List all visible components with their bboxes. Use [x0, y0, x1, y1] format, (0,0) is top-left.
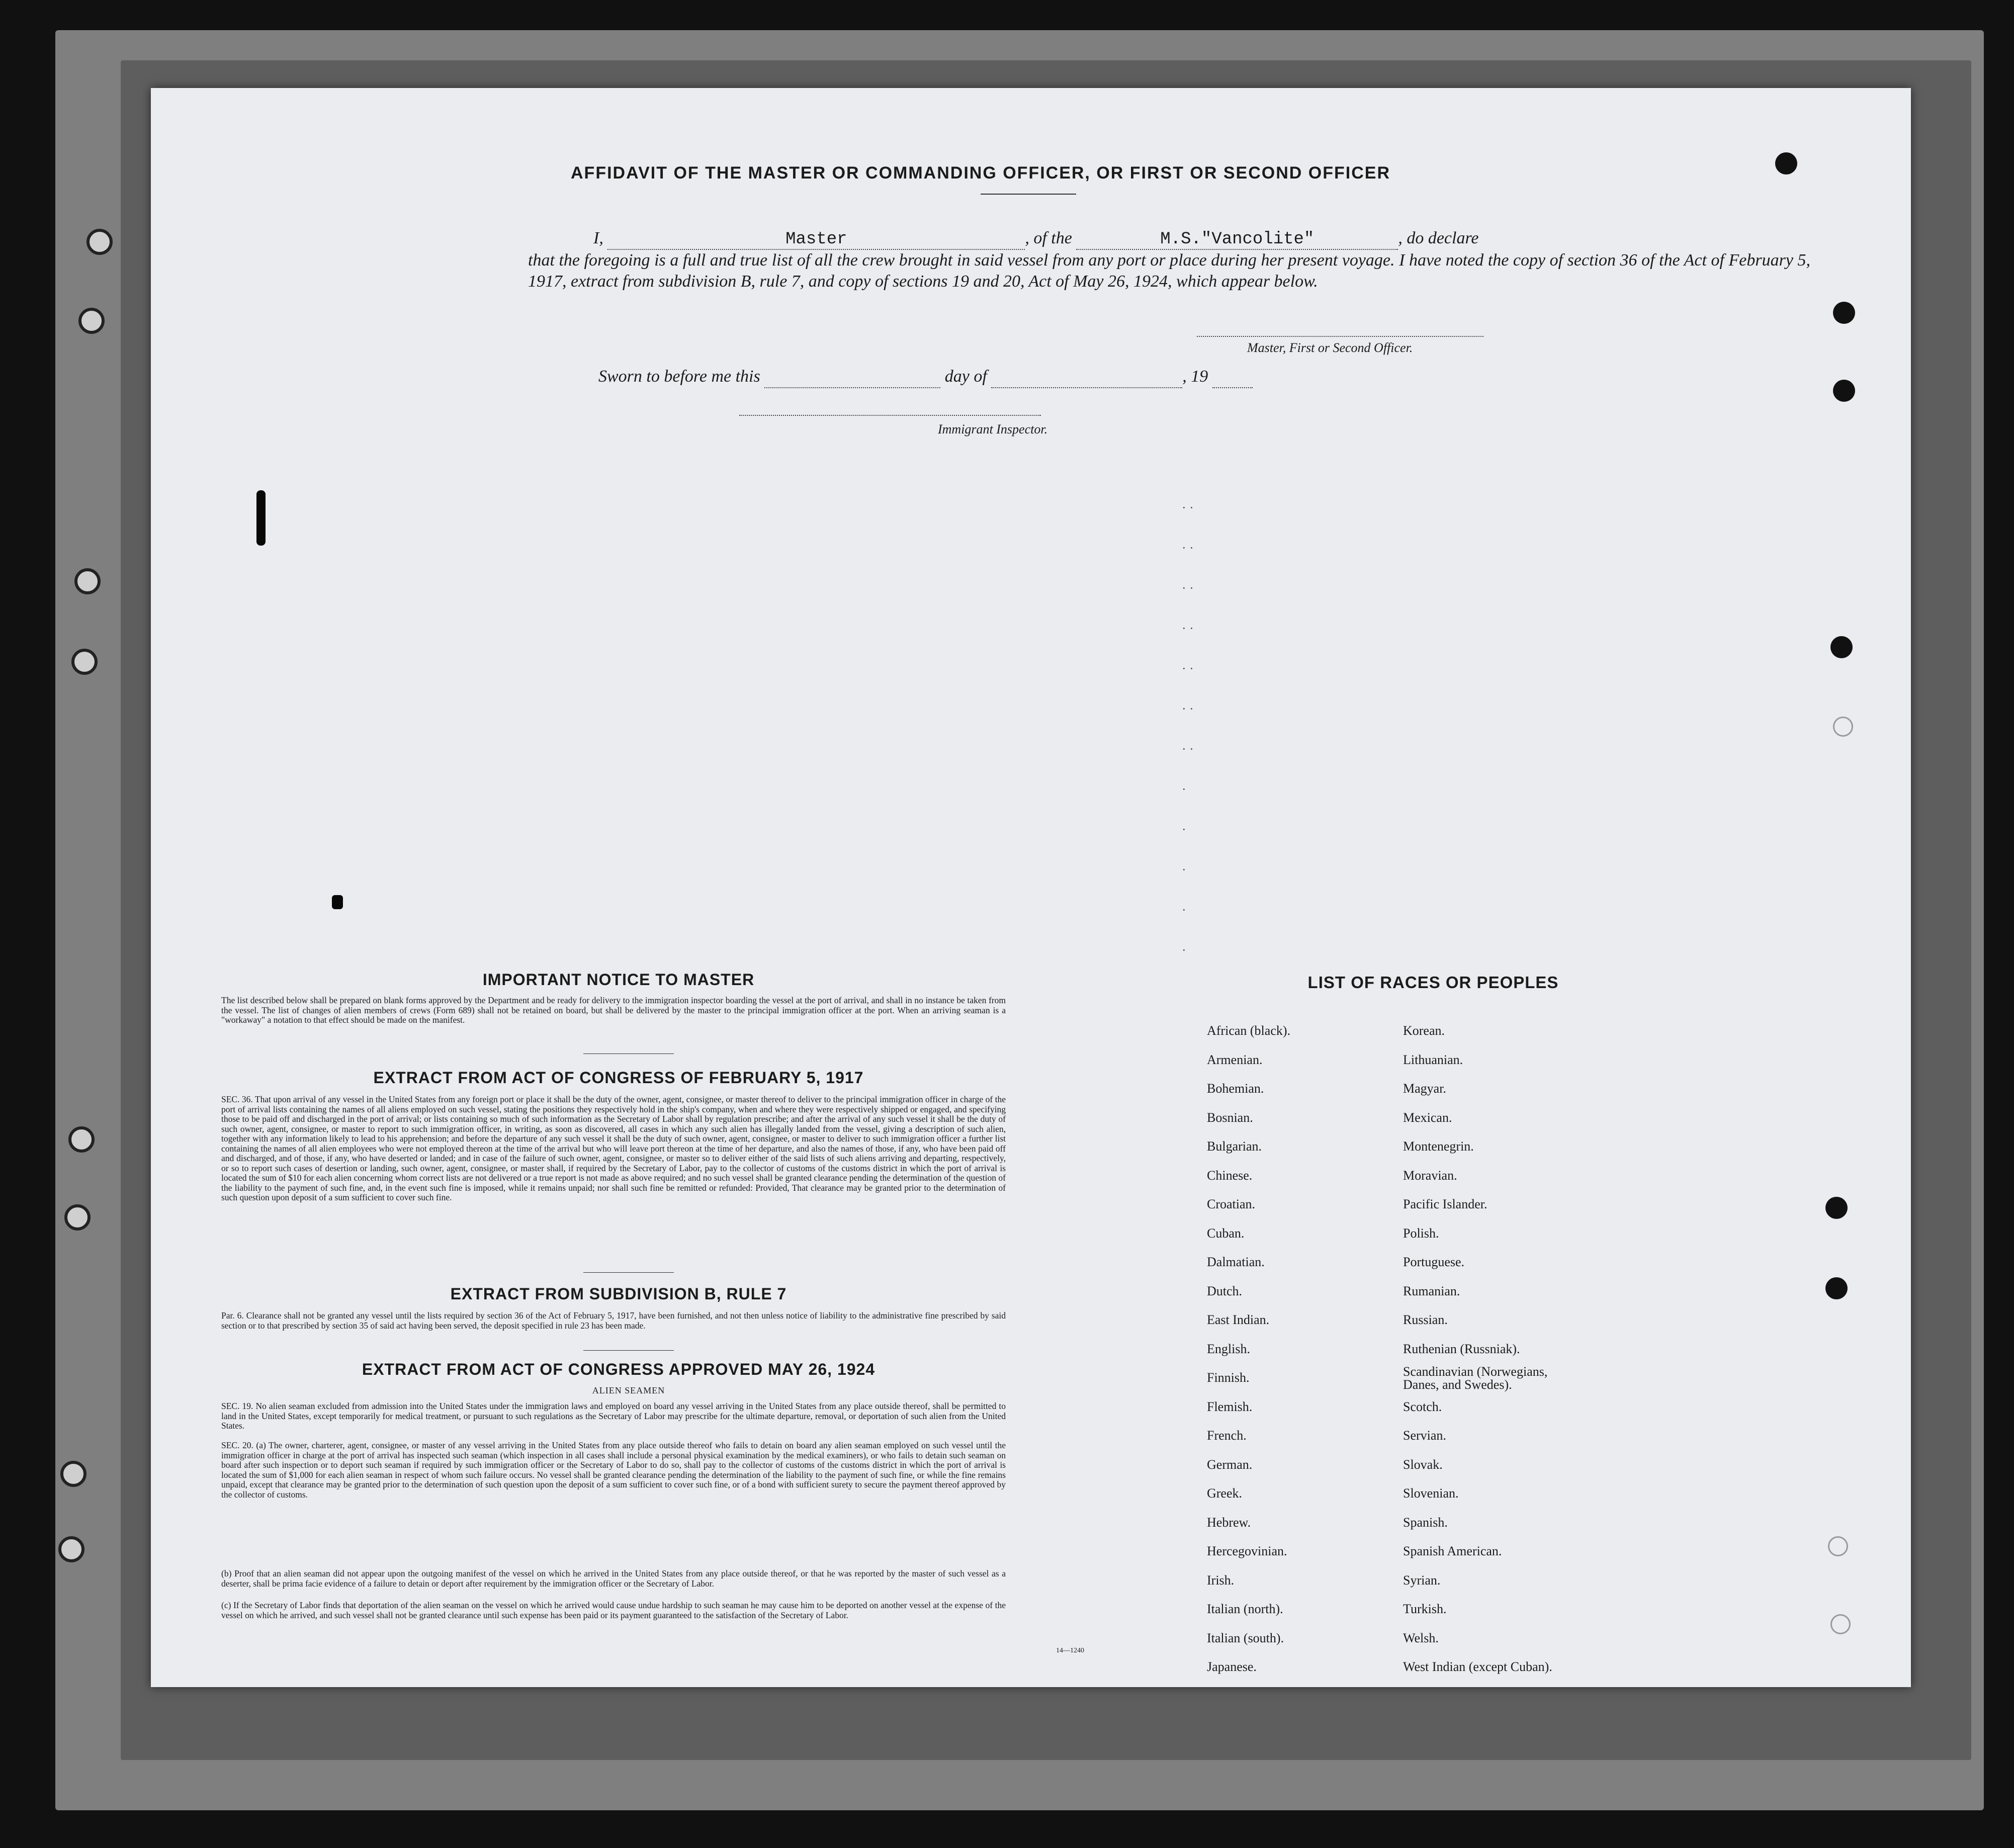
race-item: Irish.	[1207, 1572, 1235, 1588]
sworn-year-field	[1212, 368, 1253, 388]
race-item: Hebrew.	[1207, 1515, 1251, 1530]
sworn-day-of: day of	[944, 367, 987, 386]
race-item: Montenegrin.	[1403, 1139, 1474, 1154]
section-rule	[583, 1350, 674, 1351]
affidavit-body: that the foregoing is a full and true list of all the crew brought in said vessel from any port or place during her present voyage. I have noted the copy of section 36 of the Act of February 5, 1917, extract from subdivision B, rule 7, and copy of sections 19 and 20, Act of May 26, 1924, which appear below.	[528, 251, 1810, 291]
race-item: Italian (south).	[1207, 1630, 1284, 1645]
punch-hole	[1833, 302, 1855, 324]
binder-hole	[74, 568, 101, 594]
inspector-signature-line	[739, 415, 1041, 416]
rule7-title: EXTRACT FROM SUBDIVISION B, RULE 7	[450, 1285, 787, 1303]
notice-title: IMPORTANT NOTICE TO MASTER	[482, 971, 755, 989]
title-rule	[981, 194, 1076, 195]
race-item: Slovenian.	[1403, 1486, 1459, 1501]
race-item: Bulgarian.	[1207, 1139, 1262, 1154]
race-item: German.	[1207, 1457, 1253, 1472]
race-item: Japanese.	[1207, 1659, 1257, 1674]
rule7-body: Par. 6. Clearance shall not be granted any vessel until the lists required by section 36 of the Act of February 5, 1917, have been furnished, and not then unless notice of liability to the administrative fine prescribed by said section or to that prescribed by section 35 of said act having been served, the deposit specified in rule 23 has been made.	[221, 1310, 1006, 1331]
section-rule	[583, 1053, 674, 1054]
extract-1917-title: EXTRACT FROM ACT OF CONGRESS OF FEBRUARY 5, 1917	[373, 1069, 864, 1087]
ink-blot	[256, 490, 266, 546]
section-rule	[583, 1272, 674, 1273]
race-item: Dalmatian.	[1207, 1255, 1265, 1269]
binder-hole	[58, 1536, 84, 1562]
master-signature-line	[1197, 336, 1483, 337]
race-item: Russian.	[1403, 1312, 1448, 1327]
inspector-signature-label: Immigrant Inspector.	[938, 422, 1048, 436]
manifest-page: AFFIDAVIT OF THE MASTER OR COMMANDING OFFICER, OR FIRST OR SECOND OFFICER I, Master , of the M.S."Vancolite" , do declare that the foregoing is a full and true list of all the crew brought in said vessel from any port or place during her present voyage. I have noted the copy of section 36 of the Act of February 5, 1917, extract from subdivision B, rule 7, and copy of sections 19 and 20, Act of May 26, 1924, which appear below. Master, First or Second Officer. Sworn to before me this day of , 19 Immigrant Inspector. · · · · · · · · · · · · · · · · · · · IMPORTANT NOTICE TO MASTER The list described below shall be prepared on blank forms approved by the Department and be ready for delivery to the immigration inspector boarding the vessel at the port of arrival, and shall in no instance be taken from the vessel. The list of changes of alien members of crews (Form 689) shall not be retained on board, but shall be delivered by the master to the principal immigration officer at the port. When an arriving seaman is a "workaway" a notation to that effect should be made on the manifest. EXTRACT FROM ACT OF CONGRESS OF FEBRUARY 5, 1917 SEC. 36. That upon arrival of any vessel in the United States from any foreign port or place it shall be the duty of the owner, agent, consignee, or master thereof to deliver to the principal immigration officer in charge of the port of arrival lists containing the names of all aliens employed on such vessel, stating the positions they respectively hold in the ship's company, when and where they were respectively shipped or engaged, and specifying those to be paid off and discharged in the port of arrival; or lists containing so much of such information as the Secretary of Labor shall by regulation prescribe; and after the arrival of any such vessel it shall be the duty of such owner, agent, consignee, or master to report to such immigration officer, in writing, as soon as discovered, all cases in which any such alien has illegally landed from the vessel, giving a description of such alien, together with any information likely to lead to his apprehension; and before the departure of any such vessel it shall be the duty of such owner, agent, consignee, or master to deliver to such immigration officer a further list containing the names of all alien employees who were not employed thereon at the time of the arrival but who will leave port thereon at the time of her departure, and also the names of those, if any, who have been paid off and discharged, and of those, if any, who have deserted or landed; and in case of the failure of such owner, agent, consignee, or master so to deliver either of the said lists of such aliens arriving and departing, respectively, or so to report such cases of desertion or landing, such owner, agent, consignee, or master shall, if required by the Secretary of Labor, pay to the collector of customs of the customs district in which the port of arrival is located the sum of $10 for each alien concerning whom correct lists are not delivered or a true report is not made as above required; and no such vessel shall be granted clearance pending the determination of the question of the liability to the payment of such fine, and, in the event such fine is imposed, while it remains unpaid; nor shall such fine be remitted or refunded: Provided, That clearance may be granted prior to the determination of such question upon deposit of a sum sufficient to cover such fine. EXTRACT FROM SUBDIVISION B, RULE 7 Par. 6. Clearance shall not be granted any vessel until the lists required by section 36 of the Act of February 5, 1917, have been furnished, and not then unless notice of liability to the administrative fine prescribed by said section or to that prescribed by section 35 of said act having been served, the deposit specified in rule 23 has been made. EXTRACT FROM ACT OF CONGRESS APPROVED MAY 26, 1924 ALIEN SEAMEN SEC. 19. No alien seaman excluded from admission into the United States under the immigration laws and employed on board any vessel arriving in the United States from any place outside thereof, shall be permitted to land in the United States, except temporarily for medical treatment, or pursuant to such regulations as the Secretary of Labor may prescribe for the ultimate departure, removal, or deportation of such alien from the United States. SEC. 20. (a) The owner, charterer, agent, consignee, or master of any vessel arriving in the United States from any place outside thereof who fails to detain on board any alien seaman employed on such vessel until the immigration officer in charge at the port of arrival has inspected such seaman (which inspection in all cases shall include a personal physical examination by the medical examiners), or who fails to detain such seaman on board after such inspection or to deport such seaman if required by such immigration officer or the Secretary of Labor to do so, shall pay to the collector of customs of the customs district in which the port of arrival is located the sum of $1,000 for each alien seaman in respect of whom such failure occurs. No vessel shall be granted clearance pending the determination of the liability to the payment of such fine, or while the fine remains unpaid, except that clearance may be granted prior to the determination of such question upon the deposit of a sum sufficient to cover such fine, or of a bond with sufficient surety to secure the payment thereof approved by the collector of customs. (b) Proof that an alien seaman did not appear upon the outgoing manifest of the vessel on which he arrived in the United States from any place outside thereof, or that he was reported by the master of such vessel as a deserter, shall be prima facie evidence of a failure to detain or deport after requirement by the immigration officer or the Secretary of Labor. (c) If the Secretary of Labor finds that deportation of the alien seaman on the vessel on which he arrived would cause undue hardship to such seaman he may cause him to be deported on another vessel at the expense of the vessel on which he arrived, and such vessel shall not be granted clearance until such expense has been paid or its payment guaranteed to the satisfaction of the Secretary of Labor. 14—1240 LIST OF RACES OR PEOPLES African (black). Armenian. Bohemian. Bosnian. Bulgarian. Chinese. Croatian. Cuban. Dalmatian. Dutch. East Indian. English. Finnish. Flemish. French. German. Greek. Hebrew. Hercegovinian. Irish. Italian (north). Italian (south). Japanese. Korean. Lithuanian. Magyar. Mexican. Montenegrin. Moravian. Pacific Islander. Polish. Portuguese. Rumanian. Russian. Ruthenian (Russniak). Scandinavian (Norwegians, Danes, and Swedes). Scotch. Servian. Slovak. Slovenian. Spanish. Spanish American. Syrian. Turkish. Welsh. West Indian (except Cuban).	[151, 88, 1911, 1687]
race-item: Magyar.	[1403, 1081, 1446, 1096]
race-item: Spanish American.	[1403, 1544, 1502, 1558]
sworn-day-field	[764, 368, 940, 388]
binder-hole	[78, 308, 105, 334]
punch-hole	[1825, 1277, 1848, 1299]
race-item: Bosnian.	[1207, 1110, 1253, 1125]
punch-hole	[1830, 1614, 1851, 1634]
affidavit-do-declare: , do declare	[1398, 229, 1479, 247]
race-item: Armenian.	[1207, 1052, 1263, 1067]
race-item: Chinese.	[1207, 1168, 1253, 1183]
race-item: Finnish.	[1207, 1370, 1250, 1385]
race-item: Lithuanian.	[1403, 1052, 1463, 1067]
sec20a-body: SEC. 20. (a) The owner, charterer, agent, consignee, or master of any vessel arriving in the United States from any place outside thereof who fails to detain on board any alien seaman employed on such vessel until the immigration officer in charge at the port of arrival has inspected such seaman (which inspection in all cases shall include a personal physical examination by the medical examiners), or who fails to detain such seaman on board after such inspection or to deport such seaman if required by such immigration officer or the Secretary of Labor to do so, shall pay to the collector of customs of the customs district in which the port of arrival is located the sum of $1,000 for each alien seaman in respect of whom such failure occurs. No vessel shall be granted clearance pending the determination of the liability to the payment of such fine, or while the fine remains unpaid, except that clearance may be granted prior to the determination of such question upon the deposit of a sum sufficient to cover such fine, or of a bond with sufficient surety to secure the payment thereof approved by the collector of customs.	[221, 1440, 1006, 1500]
affidavit-i: I,	[593, 229, 603, 247]
race-item: Pacific Islander.	[1403, 1197, 1487, 1211]
race-item: Slovak.	[1403, 1457, 1443, 1472]
notice-body: The list described below shall be prepared on blank forms approved by the Department and be ready for delivery to the immigration inspector boarding the vessel at the port of arrival, and shall in no instance be taken from the vessel. The list of changes of alien members of crews (Form 689) shall not be retained on board, but shall be delivered by the master to the principal immigration officer at the port. When an arriving seaman is a "workaway" a notation to that effect should be made on the manifest.	[221, 995, 1006, 1025]
sec20c-body: (c) If the Secretary of Labor finds that deportation of the alien seaman on the vessel on which he arrived would cause undue hardship to such seaman he may cause him to be deported on another vessel at the expense of the vessel on which he arrived, and such vessel shall not be granted clearance until such expense has been paid or its payment guaranteed to the satisfaction of the Secretary of Labor.	[221, 1600, 1006, 1620]
race-item: French.	[1207, 1428, 1247, 1443]
sec20b-body: (b) Proof that an alien seaman did not appear upon the outgoing manifest of the vessel on which he arrived in the United States from any place outside thereof, or that he was reported by the master of such vessel as a deserter, shall be prima facie evidence of a failure to detain or deport after requirement by the immigration officer or the Secretary of Labor.	[221, 1568, 1006, 1589]
affidavit-title: AFFIDAVIT OF THE MASTER OR COMMANDING OFFICER, OR FIRST OR SECOND OFFICER	[571, 163, 1390, 183]
race-item: Servian.	[1403, 1428, 1446, 1443]
binder-hole	[64, 1204, 91, 1230]
race-item: Greek.	[1207, 1486, 1243, 1501]
binder-hole	[60, 1461, 86, 1487]
race-item: Polish.	[1403, 1225, 1439, 1241]
ink-blot	[332, 895, 343, 909]
race-item: Turkish.	[1403, 1602, 1447, 1616]
officer-rank-field: Master	[607, 230, 1025, 250]
punch-hole	[1830, 636, 1853, 658]
race-item: Portuguese.	[1403, 1255, 1465, 1269]
punch-hole	[1825, 1197, 1848, 1219]
races-title: LIST OF RACES OR PEOPLES	[1307, 973, 1559, 992]
binder-hole	[68, 1126, 95, 1153]
punch-hole	[1833, 380, 1855, 402]
race-item: Bohemian.	[1207, 1081, 1264, 1096]
extract-1924-title: EXTRACT FROM ACT OF CONGRESS APPROVED MAY 26, 1924	[362, 1360, 875, 1378]
race-item: Mexican.	[1403, 1110, 1452, 1125]
master-signature-label: Master, First or Second Officer.	[1247, 340, 1413, 355]
alien-seamen-subtitle: ALIEN SEAMEN	[592, 1385, 665, 1395]
form-number: 14—1240	[1056, 1647, 1084, 1654]
affidavit-of-the: , of the	[1025, 229, 1072, 247]
binder-hole	[86, 229, 113, 255]
race-item: West Indian (except Cuban).	[1403, 1659, 1552, 1674]
race-item: Syrian.	[1403, 1572, 1441, 1588]
punch-hole	[1828, 1536, 1848, 1556]
race-item: Scotch.	[1403, 1399, 1442, 1414]
race-item: English.	[1207, 1341, 1250, 1356]
race-item: Korean.	[1403, 1023, 1445, 1038]
race-item: Rumanian.	[1403, 1283, 1460, 1298]
punch-hole	[1833, 717, 1853, 737]
punch-hole	[1775, 152, 1797, 174]
race-item: Scandinavian (Norwegians, Danes, and Swedes).	[1403, 1364, 1548, 1392]
race-item: Welsh.	[1403, 1630, 1439, 1645]
race-item: Hercegovinian.	[1207, 1544, 1287, 1558]
sworn-line	[598, 367, 1403, 388]
race-item: Spanish.	[1403, 1515, 1448, 1530]
race-item: Cuban.	[1207, 1225, 1245, 1241]
race-item: Flemish.	[1207, 1399, 1253, 1414]
extract-1917-body: SEC. 36. That upon arrival of any vessel in the United States from any foreign port or place it shall be the duty of the owner, agent, consignee, or master thereof to deliver to the principal immigration officer in charge of the port of arrival lists containing the names of all aliens employed on such vessel, stating the positions they respectively hold in the ship's company, when and where they were respectively shipped or engaged, and specifying those to be paid off and discharged in the port of arrival; or lists containing so much of such information as the Secretary of Labor shall by regulation prescribe; and after the arrival of any such vessel it shall be the duty of such owner, agent, consignee, or master to report to such immigration officer, in writing, as soon as discovered, all cases in which any such alien has illegally landed from the vessel, giving a description of such alien, together with any information likely to lead to his apprehension; and before the departure of any such vessel it shall be the duty of such owner, agent, consignee, or master to deliver to such immigration officer a further list containing the names of all alien employees who were not employed thereon at the time of the arrival but who will leave port thereon at the time of her departure, and also the names of those, if any, who have been paid off and discharged, and of those, if any, who have deserted or landed; and in case of the failure of such owner, agent, consignee, or master so to deliver either of the said lists of such aliens arriving and departing, respectively, or so to report such cases of desertion or landing, such owner, agent, consignee, or master shall, if required by the Secretary of Labor, pay to the collector of customs of the customs district in which the port of arrival is located the sum of $10 for each alien concerning whom correct lists are not delivered or a true report is not made as above required; and no such vessel shall be granted clearance pending the determination of the question of the liability to the payment of such fine, and, in the event such fine is imposed, while it remains unpaid; nor shall such fine be remitted or refunded: Provided, That clearance may be granted prior to the determination of such question upon deposit of a sum sufficient to cover such fine.	[221, 1094, 1006, 1202]
race-item: Italian (north).	[1207, 1602, 1283, 1616]
race-item: Dutch.	[1207, 1283, 1243, 1298]
race-item: Croatian.	[1207, 1197, 1256, 1211]
sec19-body: SEC. 19. No alien seaman excluded from admission into the United States under the immigration laws and employed on board any vessel arriving in the United States from any place outside thereof, shall be permitted to land in the United States, except temporarily for medical treatment, or pursuant to such regulations as the Secretary of Labor may prescribe for the ultimate departure, removal, or deportation of such alien from the United States.	[221, 1401, 1006, 1431]
race-item: Moravian.	[1403, 1168, 1457, 1183]
sworn-year-prefix: , 19	[1182, 367, 1208, 386]
sworn-prefix: Sworn to before me this	[598, 367, 760, 386]
race-item: African (black).	[1207, 1023, 1291, 1038]
sworn-month-field	[991, 368, 1182, 388]
vessel-name-field: M.S."Vancolite"	[1076, 230, 1398, 250]
race-item: East Indian.	[1207, 1312, 1270, 1327]
binder-hole	[71, 649, 98, 675]
affidavit-declaration-line	[593, 229, 1800, 250]
race-item: Ruthenian (Russniak).	[1403, 1341, 1520, 1356]
